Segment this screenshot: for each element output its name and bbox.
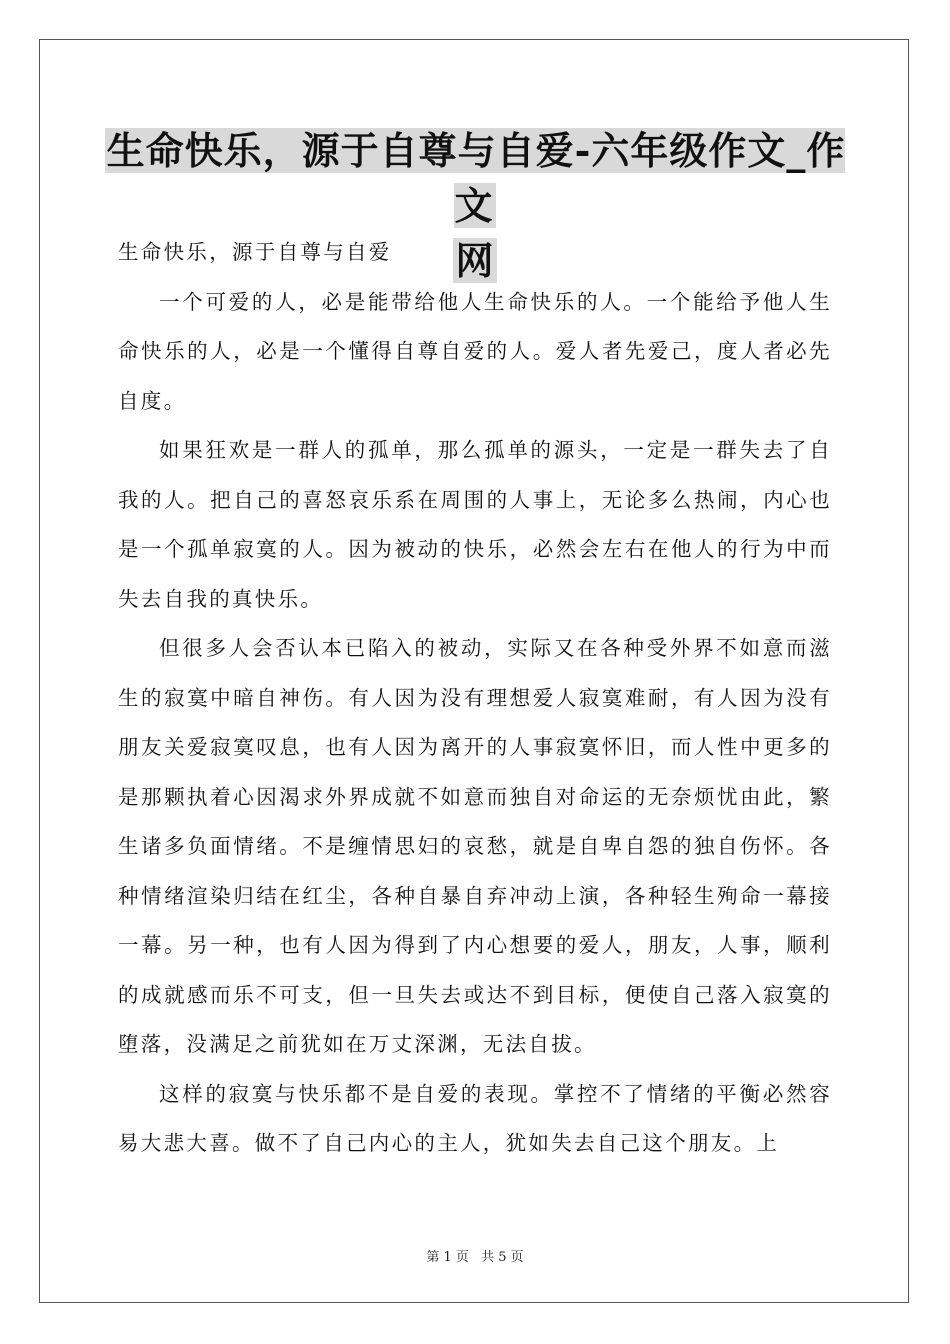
document-body [118, 228, 832, 1169]
page-total: 共 5 页 [481, 1250, 524, 1265]
title-line-2: 网 [455, 238, 495, 283]
paragraph: 如果狂欢是一群人的孤单，那么孤单的源头，一定是一群失去了自我的人。把自己的喜怒哀乐系在周围的人事上，无论多么热闹，内心也是一个孤单寂寞的人。因为被动的快乐，必然会左右在他人的行为中而失去自我的真快乐。 [118, 438, 832, 611]
page-footer [0, 1246, 950, 1265]
paragraph: 但很多人会否认本已陷入的被动，实际又在各种受外界不如意而滋生的寂寞中暗自神伤。有人因为没有理想爱人寂寞难耐，有人因为没有朋友关爱寂寞叹息，也有人因为离开的人事寂寞怀旧，而人性中更多的是那颗执着心因渴求外界成就不如意而独自对命运的无奈烦忧由此，繁生诸多负面情绪。不是缠情思妇的哀愁，就是自卑自怨的独自伤怀。各种情绪渲染归结在红尘，各种自暴自弃冲动上演，各种轻生殉命一幕接一幕。另一种，也有人因为得到了内心想要的爱人，朋友，人事，顺利的成就感而乐不可支，但一旦失去或达不到目标，便使自己落入寂寞的堕落，没满足之前犹如在万丈深渊，无法自拔。 [118, 636, 832, 1056]
page-number: 第 1 页 [426, 1250, 469, 1265]
paragraph: 一个可爱的人，必是能带给他人生命快乐的人。一个能给予他人生命快乐的人，必是一个懂得自尊自爱的人。爱人者先爱己，度人者必先自度。 [118, 289, 832, 413]
document-subtitle: 生命快乐，源于自尊与自爱 [118, 240, 392, 264]
paragraph: 这样的寂寞与快乐都不是自爱的表现。掌控不了情绪的平衡必然容易大悲大喜。做不了自己内心的主人，犹如失去自己这个朋友。上 [118, 1081, 832, 1155]
title-line-1: 生命快乐，源于自尊与自爱-六年级作文_作文 [106, 128, 846, 228]
